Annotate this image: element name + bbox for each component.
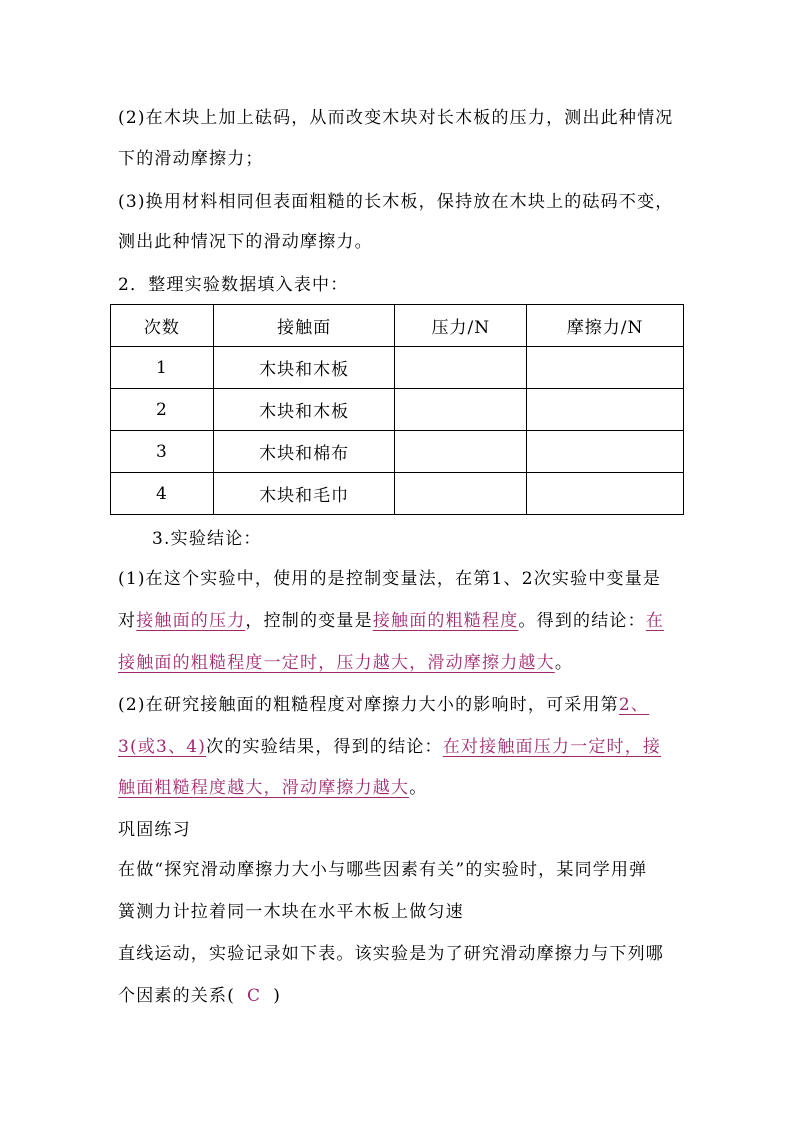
practice-question-text-cont: 簧测力计拉着同一木块在水平木板上做匀速 [118,902,464,922]
answer-blank: 在对接触面压力一定时，接 [442,737,662,757]
section-2-heading: 2．整理实验数据填入表中： [118,275,349,295]
answer-blank: 接触面的压力 [136,611,246,631]
answer-blank: 接触面的粗糙程度一定时，压力越大，滑动摩擦力越大 [118,653,555,673]
table-cell: 木块和木板 [213,347,395,389]
conclusion-1-text: (1)在这个实验中，使用的是控制变量法，在第1、2次实验中变量是 [118,569,662,589]
step-3-text-cont: 测出此种情况下的滑动摩擦力。 [118,232,373,252]
answer-choice: C [247,986,262,1006]
table-cell [527,347,684,389]
practice-question-answer-line: 个因素的关系( C ) [118,986,282,1006]
practice-question-text-cont2: 直线运动，实验记录如下表。该实验是为了研究滑动摩擦力与下列哪 [118,944,664,964]
answer-blank: 2、 [618,695,650,715]
conclusion-1-text-cont: 对接触面的压力，控制的变量是接触面的粗糙程度。得到的结论：在 [118,611,665,631]
table-cell [395,431,527,473]
table-cell [527,431,684,473]
table-cell: 木块和棉布 [213,431,395,473]
table-cell [527,473,684,515]
table-cell: 1 [111,347,214,389]
table-cell: 木块和毛巾 [213,473,395,515]
answer-blank: 3(或3、4) [118,737,207,757]
table-cell: 3 [111,431,214,473]
practice-heading: 巩固练习 [118,820,191,840]
table-cell [527,389,684,431]
step-2-text-cont: 下的滑动摩擦力； [118,149,264,169]
table-row [111,431,684,473]
table-header-row [111,305,684,347]
table-header-cell: 次数 [111,305,214,347]
table-cell: 2 [111,389,214,431]
table-row [111,473,684,515]
experiment-data-table [110,304,684,515]
table-header-cell: 压力/N [395,305,527,347]
step-2-text: (2)在木块上加上砝码，从而改变木块对长木板的压力，测出此种情况 [118,108,674,128]
answer-blank: 接触面的粗糙程度 [372,611,519,631]
table-row [111,347,684,389]
table-cell: 木块和木板 [213,389,395,431]
conclusion-2-text: (2)在研究接触面的粗糙程度对摩擦力大小的影响时，可采用第2、 [118,695,650,715]
practice-question-text: 在做“探究滑动摩擦力大小与哪些因素有关”的实验时，某同学用弹 [118,860,648,880]
step-3-text: (3)换用材料相同但表面粗糙的长木板，保持放在木块上的砝码不变， [118,192,674,212]
table-cell [395,473,527,515]
conclusion-2-text-cont: 3(或3、4)次的实验结果，得到的结论：在对接触面压力一定时，接 [118,737,662,757]
table-cell [395,347,527,389]
table-header-cell: 接触面 [213,305,395,347]
answer-blank: 触面粗糙程度越大，滑动摩擦力越大 [118,778,410,798]
section-3-heading: 3.实验结论： [152,529,262,549]
table-row [111,389,684,431]
table-header-cell: 摩擦力/N [527,305,684,347]
answer-blank: 在 [645,611,665,631]
conclusion-2-answer-line: 触面粗糙程度越大，滑动摩擦力越大。 [118,778,428,798]
conclusion-1-answer-line: 接触面的粗糙程度一定时，压力越大，滑动摩擦力越大。 [118,653,574,673]
table-cell [395,389,527,431]
table-cell: 4 [111,473,214,515]
